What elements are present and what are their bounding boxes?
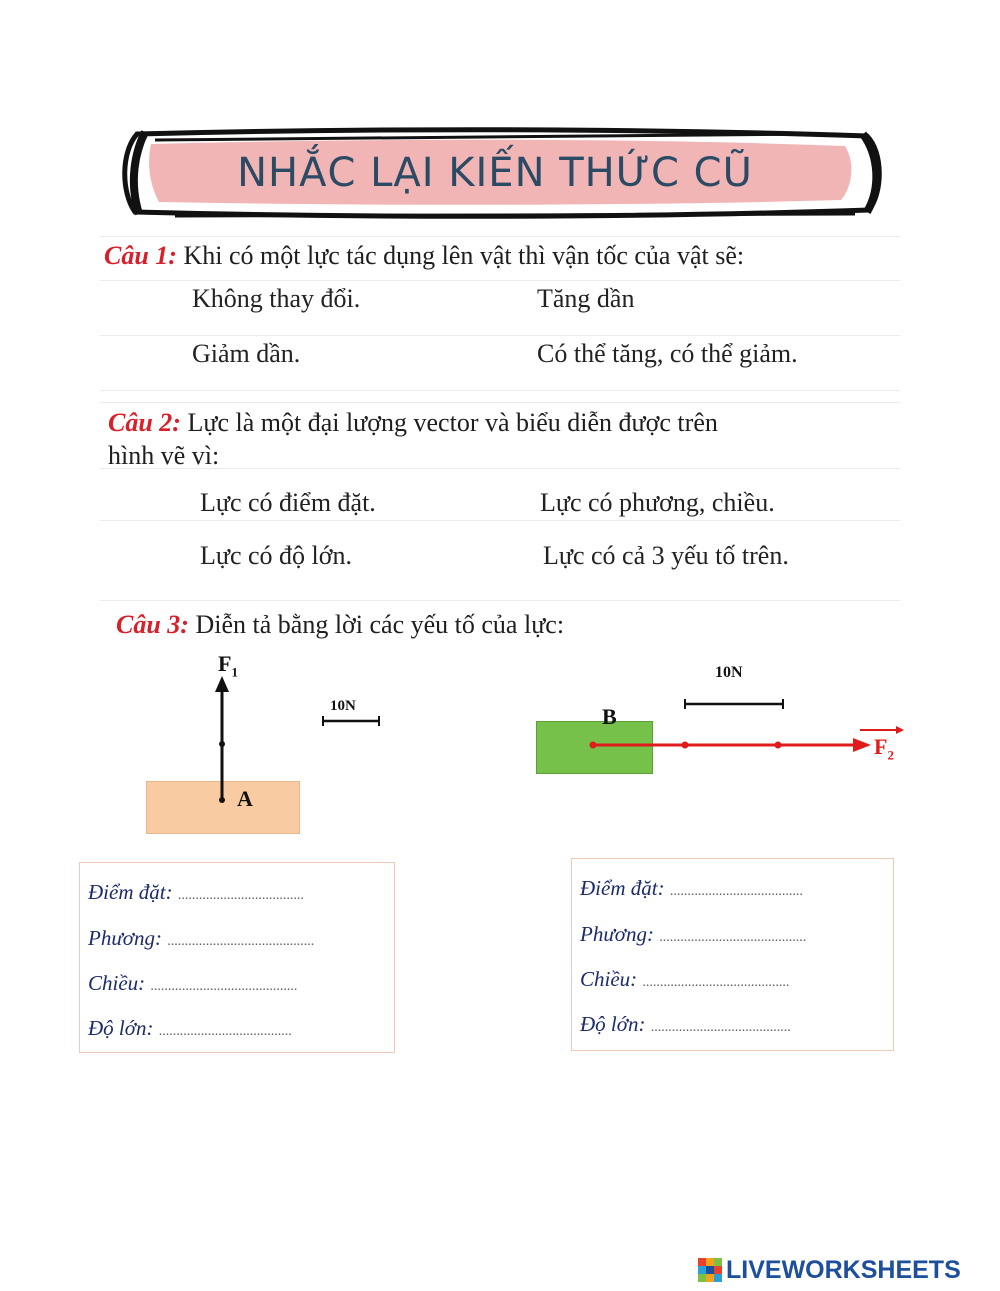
scale-left-bar [320, 714, 382, 728]
right-field-magnitude-dots: ........................................ [650, 1020, 791, 1035]
q2-option-c[interactable]: Lực có độ lớn. [200, 541, 353, 570]
banner-title: NHẮC LẠI KIẾN THỨC CŨ [237, 150, 753, 196]
rule-line [100, 280, 900, 281]
liveworksheets-brand[interactable] [698, 1255, 961, 1285]
f2-letter: F [874, 734, 888, 759]
right-field-point-label: Điểm đặt: [580, 876, 665, 900]
right-field-magnitude-label: Độ lớn: [580, 1012, 646, 1036]
q2-option-a[interactable]: Lực có điểm đặt. [200, 488, 376, 517]
point-b-label: B [602, 704, 617, 729]
left-field-magnitude-dots: ...................................... [158, 1024, 292, 1039]
f1-subscript: 1 [231, 664, 238, 680]
right-field-point-dots: ...................................... [669, 884, 803, 899]
right-field-sense-dots: .......................................... [642, 975, 790, 990]
right-field-direction-line[interactable] [580, 922, 806, 947]
liveworksheets-logo-icon [698, 1258, 722, 1282]
scale-left-label: 10N [330, 698, 356, 714]
rule-line [100, 520, 900, 521]
left-field-sense[interactable] [88, 971, 297, 996]
q2-option-d[interactable]: Lực có cả 3 yếu tố trên. [543, 541, 789, 570]
question-1-text: Khi có một lực tác dụng lên vật thì vận tốc của vật sẽ: [183, 241, 745, 270]
question-3-label: Câu 3: [116, 610, 189, 639]
rule-line [100, 236, 900, 237]
f1-letter: F [218, 651, 232, 676]
q1-option-b[interactable]: Tăng dần [537, 284, 635, 313]
scale-right-label: 10N [715, 664, 743, 681]
scale-right-bar [682, 697, 786, 711]
f2-subscript: 2 [887, 747, 894, 763]
force-arrow-f2 [585, 730, 875, 760]
left-field-direction-line-dots: .......................................... [167, 934, 315, 949]
question-3 [116, 610, 564, 640]
rule-line [100, 402, 900, 403]
left-field-point[interactable] [88, 880, 304, 905]
right-field-sense-label: Chiều: [580, 967, 638, 991]
question-1 [104, 241, 744, 271]
question-2 [108, 408, 718, 438]
right-field-direction-line-label: Phương: [580, 922, 654, 946]
left-field-direction-line-label: Phương: [88, 926, 162, 950]
f1-label [218, 651, 238, 680]
rule-line [100, 390, 900, 391]
rule-line [100, 600, 900, 601]
liveworksheets-text: LIVEWORKSHEETS [726, 1255, 961, 1284]
left-field-direction-line[interactable] [88, 926, 314, 951]
answer-box-right [571, 858, 894, 1051]
left-field-sense-dots: .......................................... [150, 979, 298, 994]
question-2-text-line2: hình vẽ vì: [108, 441, 220, 470]
point-a-label: A [237, 786, 253, 811]
rule-line [100, 468, 900, 469]
left-field-magnitude-label: Độ lớn: [88, 1016, 154, 1040]
q2-option-b[interactable]: Lực có phương, chiều. [540, 488, 775, 517]
title-banner [115, 122, 885, 222]
q1-option-a[interactable]: Không thay đổi. [192, 284, 361, 313]
question-2-text-line1: Lực là một đại lượng vector và biểu diễn được trên [187, 408, 718, 437]
right-field-sense[interactable] [580, 967, 789, 992]
left-field-magnitude[interactable] [88, 1016, 292, 1041]
right-field-point[interactable] [580, 876, 803, 901]
q1-option-c[interactable]: Giảm dần. [192, 339, 301, 368]
right-field-direction-line-dots: .......................................... [659, 930, 807, 945]
question-3-text: Diễn tả bằng lời các yếu tố của lực: [195, 610, 565, 639]
question-2-label: Câu 2: [108, 408, 181, 437]
left-field-point-label: Điểm đặt: [88, 880, 173, 904]
question-1-label: Câu 1: [104, 241, 177, 270]
rule-line [100, 335, 900, 336]
left-field-point-dots: .................................... [177, 888, 304, 903]
right-field-magnitude[interactable] [580, 1012, 791, 1037]
f2-label [874, 734, 894, 763]
q1-option-d[interactable]: Có thể tăng, có thể giảm. [537, 339, 798, 368]
answer-box-left [79, 862, 395, 1053]
left-field-sense-label: Chiều: [88, 971, 146, 995]
